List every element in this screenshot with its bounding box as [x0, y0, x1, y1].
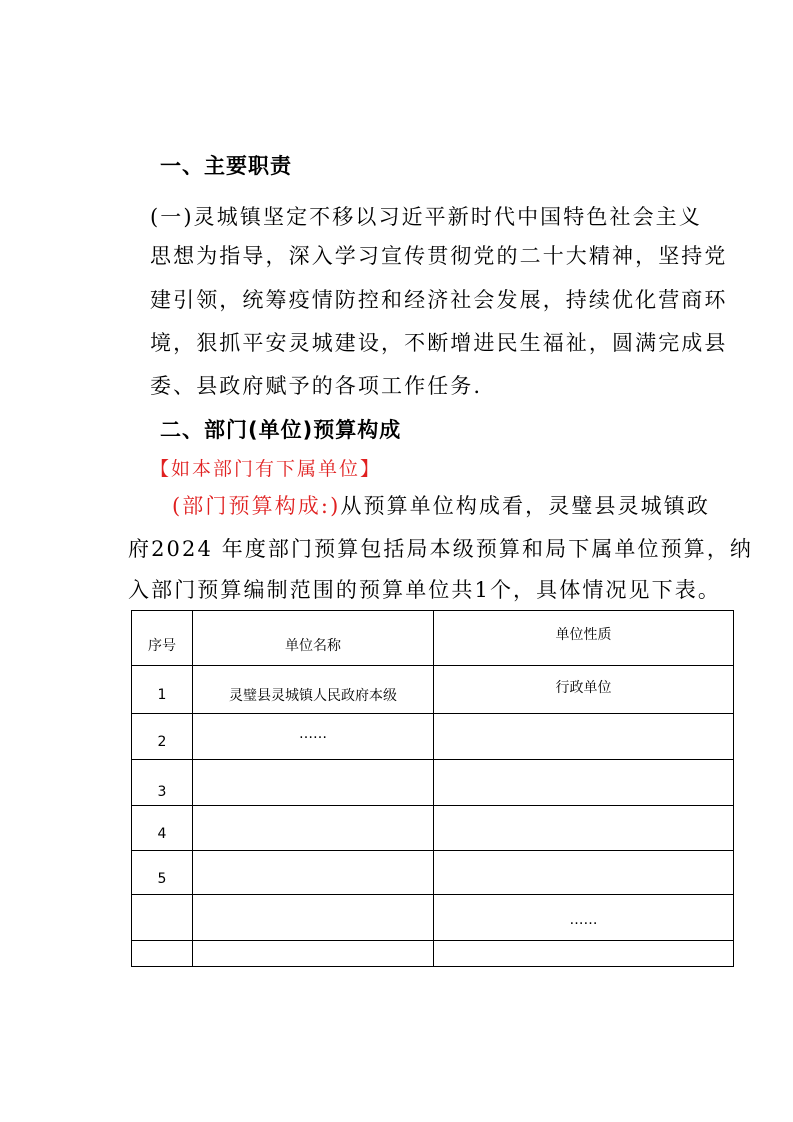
table-row — [132, 666, 734, 714]
paragraph-line: 委、县政府赋予的各项工作任务. — [150, 374, 483, 398]
table-row — [132, 760, 734, 806]
row-index: 1 — [132, 666, 193, 714]
table-row — [132, 941, 734, 967]
row-unit-type: …… — [434, 895, 734, 941]
row-unit-type — [434, 760, 734, 806]
paragraph-line: 建引领，统筹疫情防控和经济社会发展，持续优化营商环 — [150, 288, 728, 312]
paragraph-line: 府2024 年度部门预算包括局本级预算和局下属单位预算，纳 — [128, 537, 754, 561]
row-unit-name — [193, 806, 434, 851]
row-index: 4 — [132, 806, 193, 851]
table-header-row — [132, 611, 734, 666]
section2-note: 【如本部门有下属单位】 — [150, 458, 382, 480]
header-cell-unit-name: 单位名称 — [193, 611, 434, 666]
paragraph-line: 入部门预算编制范围的预算单位共1个，具体情况见下表。 — [128, 578, 721, 602]
paragraph-line — [172, 490, 710, 520]
row-unit-type — [434, 714, 734, 760]
table-row — [132, 806, 734, 851]
paragraph-line: (一)灵城镇坚定不移以习近平新时代中国特色社会主义 — [150, 205, 702, 229]
row-unit-name: …… — [193, 714, 434, 760]
row-unit-type — [434, 941, 734, 967]
table-row — [132, 895, 734, 941]
row-unit-name — [193, 895, 434, 941]
row-unit-name — [193, 941, 434, 967]
row-unit-type — [434, 806, 734, 851]
table-row — [132, 851, 734, 895]
row-unit-name — [193, 760, 434, 806]
row-unit-name — [193, 851, 434, 895]
table-row — [132, 714, 734, 760]
row-unit-type: 行政单位 — [434, 666, 734, 714]
row-unit-type — [434, 851, 734, 895]
header-cell-unit-type: 单位性质 — [434, 611, 734, 666]
section2-heading: 二、部门(单位)预算构成 — [160, 418, 402, 442]
row-index — [132, 895, 193, 941]
row-index: 5 — [132, 851, 193, 895]
row-index — [132, 941, 193, 967]
paragraph-text: 从预算单位构成看，灵璧县灵城镇政 — [340, 494, 710, 518]
budget-composition-label: (部门预算构成:) — [172, 494, 341, 518]
paragraph-line: 境，狠抓平安灵城建设，不断增进民生福祉，圆满完成县 — [150, 331, 728, 355]
header-cell-index: 序号 — [132, 611, 193, 666]
row-index: 2 — [132, 714, 193, 760]
budget-units-table — [131, 610, 734, 967]
section1-heading: 一、主要职责 — [160, 154, 292, 178]
row-index: 3 — [132, 760, 193, 806]
row-unit-name: 灵璧县灵城镇人民政府本级 — [193, 666, 434, 714]
paragraph-line: 思想为指导，深入学习宣传贯彻党的二十大精神，坚持党 — [150, 244, 728, 268]
